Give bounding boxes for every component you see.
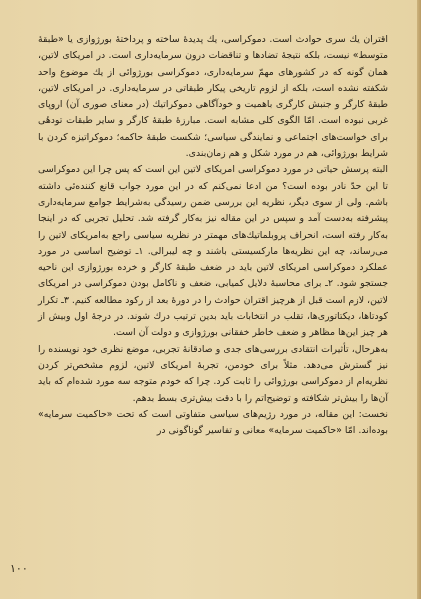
body-text	[38, 32, 388, 439]
paragraph-1: اقتران یك سری حوادث است. دموكراسی، یك پدیدهٔ ساخته و پرداختهٔ بورژوازی یا «طبقهٔ متوسط» نیست، بلكه نتیجهٔ تضادها و تناقضات درون سرمایه‌داری است. در امریكای لاتین، همان گونه كه در كشورهای مهمّ سرمایه‌داری، دموكراسی بورژوائی از یك موضوع واحد شكفته نشده است، بلكه از لزوم تاریخی پیكار طبقاتی در سرمایه‌داری. در امریكای لاتین، طبقهٔ كارگر و جنبش كارگری باهمیت و خودآگاهی دموكراتیك (در معنای صوری آن) اروپای غربی نبوده است. امّا الگوی كلی مشابه است. مبارزهٔ طبقهٔ كارگر و سایر طبقات تودهٔی برای خواست‌های اجتماعی و نمایندگی سیاسی؛ شكست طبقهٔ حاكمه؛ دموكراتیزه كردن با شرایط بورژوائی، هم در مورد شكل و هم زمان‌بندی.	[38, 34, 388, 160]
page-binding-edge	[417, 0, 421, 599]
paragraph-2: البته پرسش حیاتی در مورد دموكراسی امریكای لاتین این است كه پس چرا این دموكراسی تا این حدّ نادر بوده است؟ من ادعا نمی‌كنم كه در این مورد جواب قانع كننده‌ئی داشته باشم. ولی از سوی دیگر، نظریه این بررسی ضمن رسیدگی به‌شرایط جوامع سرمایه‌داری پیشرفته به‌دست آمد و سپس در این مقاله نیز به‌كار گرفته شد. تحلیل تجربی كه در اینجا به‌كار رفته است، انحراف پروبلماتیك‌های مهمتر در نظریه سیاسی راجع به‌امریكای لاتین را می‌رساند، چه این نظریه‌ها ماركسیستی باشند و چه لیبرالی. ۱ـ توضیح اساسی در مورد عملكرد دموكراسی امریكای لاتین باید در ضعف طبقهٔ كارگر و خرده بورژوازی این ناحیه جستجو شود. ۲ـ برای محاسبهٔ دلایل كمیابی، ضعف و ناكامل بودن دموكراسی در امریكای لاتین، لازم است قبل از هرچیز اقتران حوادث را در دورهٔ بعد از ركود مطالعه كنیم. ۳ـ تكرار كودتاها، دیكتاتوری‌ها، تقلب در انتخابات باید بدین ترتیب درك شوند. در درجهٔ اول وبیش از هر چیز این‌ها مظاهر و ضعف خاطر خفقانی بورژوازی و دولت آن است.	[38, 164, 388, 339]
paragraph-3: به‌هرحال، تأثیرات انتقادی بررسی‌های جدی و صادقانهٔ تجربی، موضع نظری خود نویسنده را نیز گسترش می‌دهد. مثلاً برای خودمن، تجربهٔ امریكای لاتین، لزوم مشخص‌تر كردن نظریه‌ام از دموكراسی بورژوائی را ثابت كرد. چرا كه خودم متوجه سه مورد شده‌ام كه باید آن‌ها را بیش‌تر شكافته و توضیح‌اتم را با دقت بیش‌تری بسط بدهم.	[38, 343, 388, 404]
paragraph-4: نخست: این مقاله، در مورد رژیم‌های سیاسی متفاوتی است كه تحت «حاكمیت سرمایه» بوده‌اند. امّا «حاكمیت سرمایه» معانی و تفاسیر گوناگونی در	[38, 408, 388, 437]
page-number: ۱۰۰	[10, 562, 28, 575]
